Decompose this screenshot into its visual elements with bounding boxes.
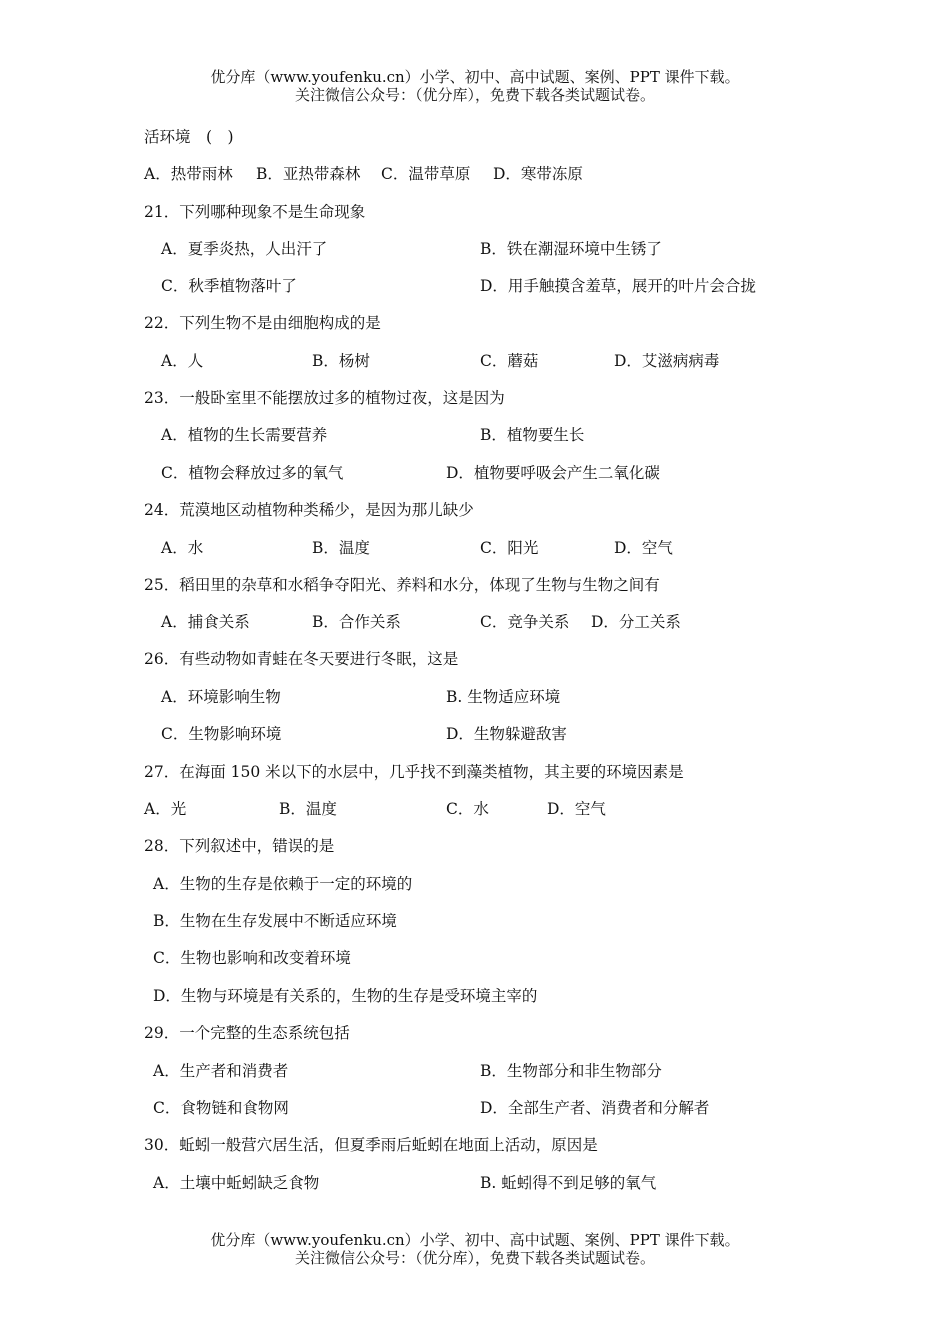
- q27-option-a: A．光: [144, 800, 187, 818]
- header-line-1: 优分库（www.youfenku.cn）小学、初中、高中试题、案例、PPT 课件下载。: [210, 68, 740, 86]
- q25-option-a: A．捕食关系: [161, 613, 250, 631]
- q29-option-d: D．全部生产者、消费者和分解者: [480, 1099, 710, 1117]
- q22-option-a: A．人: [161, 352, 204, 370]
- q22-option-b: B．杨树: [312, 352, 370, 370]
- q21-option-a: A．夏季炎热，人出汗了: [161, 240, 328, 258]
- q29-option-b: B．生物部分和非生物部分: [480, 1062, 662, 1080]
- q25-option-b: B．合作关系: [312, 613, 401, 631]
- q26-question: 26．有些动物如青蛙在冬天要进行冬眠，这是: [144, 650, 459, 668]
- q27-option-c: C．水: [446, 800, 489, 818]
- q23-option-a: A．植物的生长需要营养: [161, 426, 328, 444]
- q24-option-b: B．温度: [312, 539, 370, 557]
- q24-option-d: D．空气: [614, 539, 673, 557]
- q30-option-b: B. 蚯蚓得不到足够的氧气: [480, 1174, 657, 1192]
- q22-option-c: C．蘑菇: [480, 352, 539, 370]
- q28-option-a: A．生物的生存是依赖于一定的环境的: [153, 875, 413, 893]
- q20-option-c: C．温带草原: [381, 165, 471, 183]
- q29-option-a: A．生产者和消费者: [153, 1062, 289, 1080]
- q30-question: 30．蚯蚓一般营穴居生活，但夏季雨后蚯蚓在地面上活动，原因是: [144, 1136, 598, 1154]
- q24-question: 24．荒漠地区动植物种类稀少，是因为那儿缺少: [144, 501, 474, 519]
- q28-option-b: B．生物在生存发展中不断适应环境: [153, 912, 397, 930]
- q25-option-c: C．竞争关系: [480, 613, 570, 631]
- q28-question: 28．下列叙述中，错误的是: [144, 837, 335, 855]
- page-footer: [0, 1231, 950, 1267]
- q20-option-a: A．热带雨林: [144, 165, 233, 183]
- q29-option-c: C．食物链和食物网: [153, 1099, 289, 1117]
- q20-option-d: D．寒带冻原: [493, 165, 583, 183]
- q26-option-a: A．环境影响生物: [161, 688, 281, 706]
- q29-question: 29．一个完整的生态系统包括: [144, 1024, 350, 1042]
- q28-option-c: C．生物也影响和改变着环境: [153, 949, 351, 967]
- q26-option-d: D．生物躲避敌害: [446, 725, 567, 743]
- q21-question: 21．下列哪种现象不是生命现象: [144, 203, 366, 221]
- footer-line-2: 关注微信公众号：（优分库），免费下载各类试题试卷。: [294, 1249, 655, 1267]
- q23-option-d: D．植物要呼吸会产生二氧化碳: [446, 464, 660, 482]
- q21-option-b: B．铁在潮湿环境中生锈了: [480, 240, 662, 258]
- q28-option-d: D．生物与环境是有关系的，生物的生存是受环境主宰的: [153, 987, 538, 1005]
- q30-option-a: A．土壤中蚯蚓缺乏食物: [153, 1174, 320, 1192]
- q27-option-b: B．温度: [279, 800, 337, 818]
- q27-option-d: D．空气: [547, 800, 606, 818]
- q20-option-b: B．亚热带森林: [256, 165, 361, 183]
- q20-continuation: 活环境 ( ): [144, 128, 234, 146]
- q23-option-b: B．植物要生长: [480, 426, 585, 444]
- q22-question: 22．下列生物不是由细胞构成的是: [144, 314, 381, 332]
- q25-option-d: D．分工关系: [591, 613, 681, 631]
- footer-line-1: 优分库（www.youfenku.cn）小学、初中、高中试题、案例、PPT 课件下载。: [210, 1231, 740, 1249]
- q22-option-d: D．艾滋病病毒: [614, 352, 720, 370]
- q21-option-d: D．用手触摸含羞草，展开的叶片会合拢: [480, 277, 756, 295]
- q23-question: 23．一般卧室里不能摆放过多的植物过夜，这是因为: [144, 389, 505, 407]
- q25-question: 25．稻田里的杂草和水稻争夺阳光、养料和水分，体现了生物与生物之间有: [144, 576, 660, 594]
- page-header: [0, 68, 950, 104]
- q27-question: 27．在海面 150 米以下的水层中，几乎找不到藻类植物，其主要的环境因素是: [144, 763, 684, 781]
- q26-option-b: B. 生物适应环境: [446, 688, 561, 706]
- header-line-2: 关注微信公众号：（优分库），免费下载各类试题试卷。: [294, 86, 655, 104]
- q23-option-c: C．植物会释放过多的氧气: [161, 464, 344, 482]
- q24-option-a: A．水: [161, 539, 204, 557]
- q24-option-c: C．阳光: [480, 539, 539, 557]
- q21-option-c: C．秋季植物落叶了: [161, 277, 297, 295]
- q26-option-c: C．生物影响环境: [161, 725, 282, 743]
